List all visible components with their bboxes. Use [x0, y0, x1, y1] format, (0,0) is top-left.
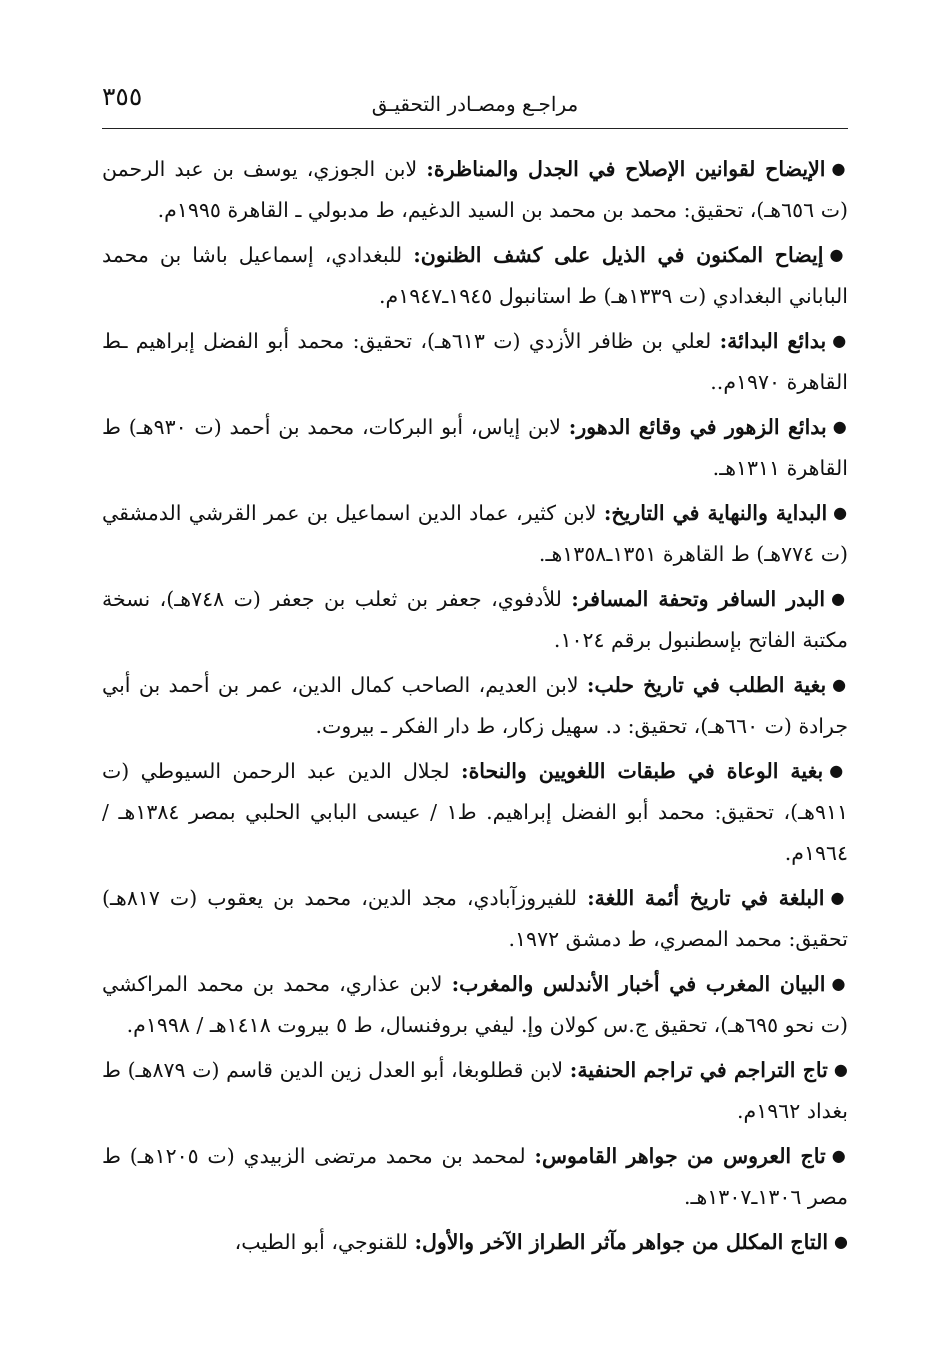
- entry-text: لعلي بن ظافر الأزدي (ت ٦١٣هـ)، تحقيق: محمد أبو الفضل إبراهيم ـط القاهرة ١٩٧٠م..: [102, 329, 848, 394]
- bullet-icon: ●: [831, 159, 848, 178]
- bibliography-entry: [102, 148, 848, 231]
- bullet-icon: ●: [833, 503, 848, 522]
- entry-text: للفيروزآبادي، مجد الدين، محمد بن يعقوب (ت ٨١٧هـ) تحقيق: محمد المصري، ط دمشق ١٩٧٢.: [102, 886, 848, 951]
- entry-title: بغية الوعاة في طبقات اللغويين والنحاة:: [461, 759, 824, 783]
- entry-text: للبغدادي، إسماعيل باشا بن محمد الباباني البغدادي (ت ١٣٣٩هـ) ط استانبول ١٩٤٥ـ١٩٤٧م.: [102, 243, 848, 308]
- entry-title: البيان المغرب في أخبار الأندلس والمغرب:: [451, 972, 826, 996]
- entry-text: لابن قطلوبغا، أبو العدل زين الدين قاسم (ت ٨٧٩هـ) ط بغداد ١٩٦٢م.: [102, 1058, 848, 1123]
- entry-title: التاج المكلل من جواهر مآثر الطراز الآخر والأول:: [414, 1230, 829, 1254]
- bibliography-entry: [102, 750, 848, 874]
- bibliography-entry: [102, 234, 848, 317]
- bibliography-entry: [102, 578, 848, 661]
- bullet-icon: ●: [830, 888, 848, 907]
- bullet-icon: ●: [832, 417, 848, 436]
- entry-title: تاج التراجم في تراجم الحنفية:: [569, 1058, 828, 1082]
- bullet-icon: ●: [833, 1060, 848, 1079]
- bibliography-entry: [102, 963, 848, 1046]
- entry-title: تاج العروس من جواهر القاموس:: [534, 1144, 826, 1168]
- entry-text: للأدفوي، جعفر بن ثعلب بن جعفر (ت ٧٤٨هـ)، نسخة مكتبة الفاتح بإسطنبول برقم ١٠٢٤.: [102, 587, 848, 652]
- entry-title: البدر السافر وتحفة المسافر:: [571, 587, 826, 611]
- bibliography-entry: [102, 1135, 848, 1218]
- bibliography-entry: [102, 664, 848, 747]
- entry-title: البداية والنهاية في التاريخ:: [603, 501, 828, 525]
- page-header: [102, 78, 848, 129]
- entry-title: إيضاح المكنون في الذيل على كشف الظنون:: [413, 243, 824, 267]
- entry-title: بدائع البدائة:: [719, 329, 827, 353]
- bibliography-entry: [102, 492, 848, 575]
- bullet-icon: ●: [834, 1232, 848, 1251]
- entry-text: لابن العديم، الصاحب كمال الدين، عمر بن أحمد بن أبي جرادة (ت ٦٦٠هـ)، تحقيق: د. سهيل زكار، ط دار الفكر ـ بيروت.: [102, 673, 848, 738]
- entry-title: البلغة في تاريخ أئمة اللغة:: [587, 886, 825, 910]
- entry-text: لجلال الدين عبد الرحمن السيوطي (ت ٩١١هـ)، تحقيق: محمد أبو الفضل إبراهيم. ط١ / عيسى البابي الحلبي بمصر ١٣٨٤هـ / ١٩٦٤م.: [102, 759, 848, 865]
- running-title: مراجـع ومصـادر التحقيـق: [371, 92, 579, 116]
- bullet-icon: ●: [831, 1146, 848, 1165]
- entry-title: الإيضاح لقوانين الإصلاح في الجدل والمناظرة:: [426, 157, 826, 181]
- bibliography-entry: [102, 320, 848, 403]
- bibliography-entry: [102, 406, 848, 489]
- entry-title: بدائع الزهور في وقائع الدهور:: [568, 415, 827, 439]
- entry-text: لابن عذاري، محمد بن محمد المراكشي (ت نحو ٦٩٥هـ)، تحقيق ج.س كولان وإ. ليفي بروفنسال، ط ٥ بيروت ١٤١٨هـ / ١٩٩٨م.: [102, 972, 848, 1037]
- bullet-icon: ●: [831, 589, 848, 608]
- bibliography-entry: [102, 877, 848, 960]
- bullet-icon: ●: [832, 331, 848, 350]
- entry-text: للقنوجي، أبو الطيب،: [234, 1230, 408, 1254]
- bibliography-entry: [102, 1221, 848, 1263]
- bullet-icon: ●: [829, 761, 848, 780]
- page-number: ٣٥٥: [102, 82, 143, 111]
- bullet-icon: ●: [832, 675, 848, 694]
- entry-text: لابن إياس، أبو البركات، محمد بن أحمد (ت ٩٣٠هـ) ط القاهرة ١٣١١هـ.: [102, 415, 848, 480]
- bullet-icon: ●: [831, 974, 848, 993]
- bibliography-entry: [102, 1049, 848, 1132]
- bibliography-list: [102, 148, 848, 1266]
- bullet-icon: ●: [829, 245, 848, 264]
- entry-text: لابن كثير، عماد الدين اسماعيل بن عمر القرشي الدمشقي (ت ٧٧٤هـ) ط القاهرة ١٣٥١ـ١٣٥٨هـ.: [102, 501, 848, 566]
- entry-title: بغية الطلب في تاريخ حلب:: [586, 673, 827, 697]
- entry-text: لابن الجوزي، يوسف بن عبد الرحمن (ت ٦٥٦هـ)، تحقيق: محمد بن محمد بن السيد الدغيم، ط مدبولي ـ القاهرة ١٩٩٥م.: [102, 157, 848, 222]
- entry-text: لمحمد بن محمد مرتضى الزبيدي (ت ١٢٠٥هـ) ط مصر ١٣٠٦ـ١٣٠٧هـ.: [102, 1144, 848, 1209]
